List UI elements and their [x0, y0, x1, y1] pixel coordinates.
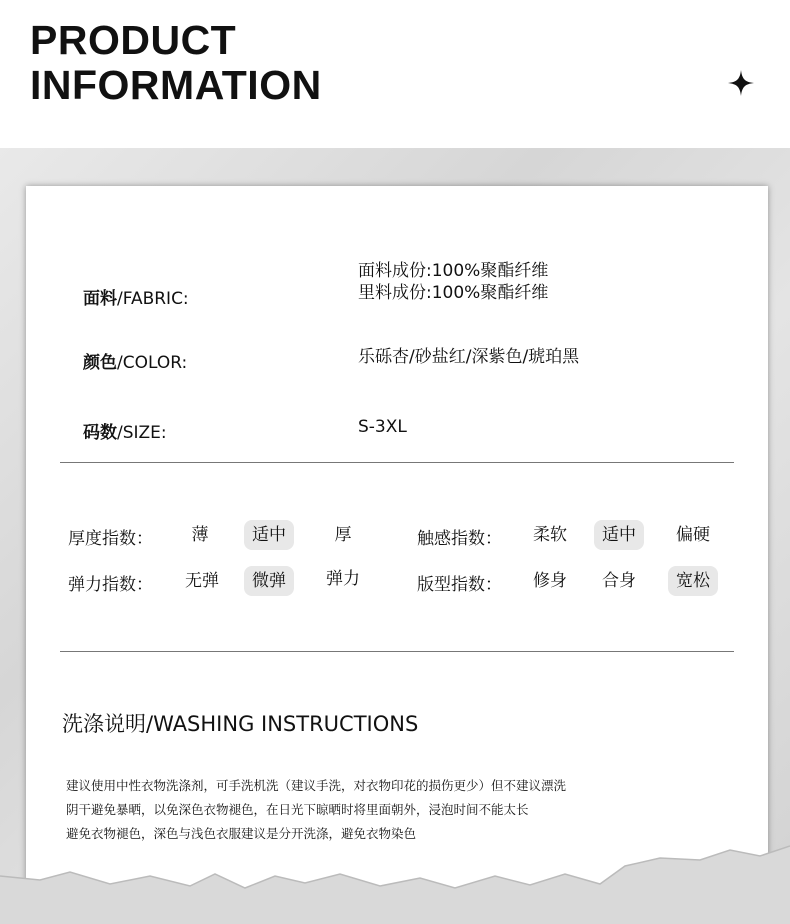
size-value: S-3XL: [358, 417, 407, 437]
fit-option-regular: 合身: [602, 571, 636, 591]
thickness-option-thin: 薄: [191, 525, 209, 545]
thickness-index-label: 厚度指数：: [68, 529, 153, 549]
fit-option-slim: 修身: [533, 571, 567, 591]
washing-line-3: 避免衣物褪色，深色与浅色衣服建议是分开洗涤，避免衣物染色: [66, 826, 417, 841]
divider-top: [60, 462, 734, 463]
torn-paper-edge: [0, 836, 790, 924]
thickness-option-thick: 厚: [334, 525, 352, 545]
title-line-2: INFORMATION: [30, 62, 322, 108]
page-title: [30, 18, 322, 108]
feel-option-medium-selected: 适中: [594, 520, 644, 550]
thickness-option-medium-selected: 适中: [244, 520, 294, 550]
elasticity-option-none: 无弹: [185, 571, 219, 591]
washing-line-1: 建议使用中性衣物洗涤剂，可手洗机洗（建议手洗，对衣物印花的损伤更少）但不建议漂洗: [66, 778, 567, 793]
feel-option-soft: 柔软: [533, 525, 567, 545]
title-line-1: PRODUCT: [30, 17, 237, 63]
elasticity-option-slight-selected: 微弹: [244, 566, 294, 596]
washing-line-2: 阴干避免暴晒，以免深色衣物褪色，在日光下晾晒时将里面朝外，浸泡时间不能太长: [66, 802, 529, 817]
fabric-label: 面料/FABRIC:: [83, 289, 189, 309]
elasticity-index-label: 弹力指数：: [68, 575, 153, 595]
washing-title: 洗涤说明/WASHING INSTRUCTIONS: [62, 712, 419, 736]
sparkle-icon: [728, 70, 754, 96]
size-label: 码数/SIZE:: [83, 423, 167, 443]
fabric-value-1: 面料成份:100%聚酯纤维: [358, 261, 549, 281]
fabric-values: [358, 260, 548, 304]
divider-bottom: [60, 651, 734, 652]
elasticity-option-stretch: 弹力: [326, 569, 360, 589]
fabric-value-2: 里料成份:100%聚酯纤维: [358, 283, 549, 303]
fit-option-loose-selected: 宽松: [668, 566, 718, 596]
feel-option-stiff: 偏硬: [676, 525, 710, 545]
color-label: 颜色/COLOR:: [83, 353, 188, 373]
fit-index-label: 版型指数：: [417, 575, 502, 595]
color-value: 乐砾杏/砂盐红/深紫色/琥珀黑: [358, 347, 580, 367]
feel-index-label: 触感指数：: [417, 529, 502, 549]
